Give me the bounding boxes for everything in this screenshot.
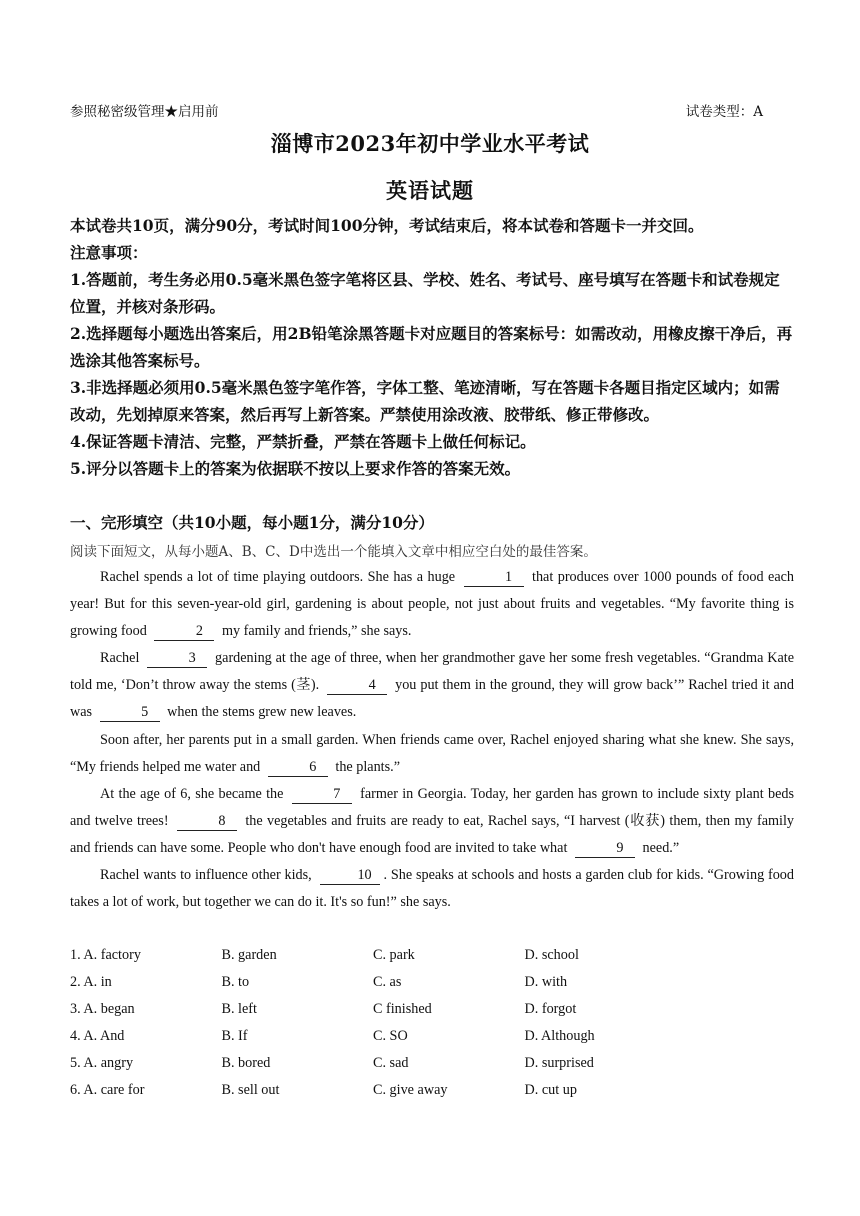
notice-line: 5.评分以答题卡上的答案为依据联不按以上要求作答的答案无效。	[70, 459, 521, 478]
option-c: C. park	[373, 947, 415, 963]
section-heading: 一、完形填空（共10小题，每小题1分，满分10分）	[70, 513, 434, 532]
option-b: B. to	[221, 974, 250, 991]
option-d: D. school	[524, 947, 579, 963]
notice-line: 2.选择题每小题选出答案后，用2B铅笔涂黑答题卡对应题目的答案标号：如需改动，用橡皮擦干净后，再选涂其他答案标号。	[70, 324, 793, 370]
option-b: B. bored	[221, 1055, 271, 1072]
option-row	[70, 1050, 794, 1077]
blank-9: 9	[575, 840, 635, 858]
blank-2: 2	[154, 623, 214, 641]
option-a: 3. A. began	[70, 1001, 135, 1018]
option-row	[70, 1077, 794, 1104]
option-row	[70, 942, 794, 969]
option-c: C. give away	[373, 1082, 448, 1099]
option-b: B. left	[221, 1001, 257, 1018]
cloze-passage	[70, 564, 794, 916]
blank-7: 7	[292, 786, 352, 804]
option-c: C finished	[373, 1001, 432, 1018]
option-c: C. as	[373, 974, 402, 991]
option-d: D. forgot	[524, 1001, 577, 1018]
blank-3: 3	[147, 650, 207, 668]
option-row	[70, 1023, 794, 1050]
section-instruction: 阅读下面短文，从每小题A、B、C、D中选出一个能填入文章中相应空白处的最佳答案。	[70, 544, 597, 560]
notice-line: 4.保证答题卡清洁、完整，严禁折叠，严禁在答题卡上做任何标记。	[70, 432, 536, 451]
blank-5: 5	[100, 704, 160, 722]
option-c: C. sad	[373, 1055, 409, 1072]
notice-line: 注意事项：	[70, 243, 148, 262]
option-d: D. Although	[524, 1028, 595, 1045]
blank-10: 10	[320, 867, 380, 885]
exam-subtitle: 英语试题	[386, 178, 474, 203]
passage-paragraph: Soon after, her parents put in a small garden. When friends came over, Rachel enjoyed sharing what she knew. She says, “My friends helped me water and 6 the plants.”	[70, 731, 794, 775]
option-a: 6. A. care for	[70, 1082, 145, 1099]
notice-block	[70, 212, 794, 482]
option-c: C. SO	[373, 1028, 408, 1045]
exam-title: 淄博市2023年初中学业水平考试	[270, 131, 590, 156]
option-row	[70, 969, 794, 996]
option-a: 4. A. And	[70, 1028, 125, 1045]
notice-line: 3.非选择题必须用0.5毫米黑色签字笔作答，字体工整、笔迹清晰，写在答题卡各题目指定区域内；如需改动，先划掉原来答案，然后再写上新答案。严禁使用涂改液、胶带纸、修正带修改。	[70, 378, 780, 424]
option-d: D. cut up	[524, 1082, 577, 1099]
paper-type-label: 试卷类型：A	[685, 104, 763, 120]
answer-options	[70, 942, 794, 1105]
passage-paragraph: At the age of 6, she became the 7 farmer in Georgia. Today, her garden has grown to include sixty plant beds and twelve trees! 8 the vegetables and fruits are ready to eat, Rachel says, “I harvest (收获) them, then my family and friends can have some. People who don't have enough food are invited to take what 9 need.”	[70, 785, 795, 856]
blank-6: 6	[268, 759, 328, 777]
notice-line: 1.答题前，考生务必用0.5毫米黑色签字笔将区县、学校、姓名、考试号、座号填写在答题卡和试卷规定位置，并核对条形码。	[70, 270, 780, 316]
passage-paragraph: Rachel spends a lot of time playing outdoors. She has a huge 1 that produces over 1000 pounds of food each year! But for this seven-year-old girl, gardening is about people, not just about fruits and vegetables. “My favorite thing is growing food 2 my family and friends,” she says.	[70, 569, 795, 640]
blank-8: 8	[177, 813, 237, 831]
option-b: B. sell out	[221, 1082, 280, 1099]
confidentiality-label: 参照秘密级管理★启用前	[70, 104, 219, 120]
passage-paragraph: Rachel wants to influence other kids, 10 . She speaks at schools and hosts a garden club for kids. “Growing food takes a lot of work, but together we can do it. It's so fun!” she says.	[70, 867, 794, 911]
option-row	[70, 996, 794, 1023]
option-d: D. with	[524, 974, 568, 991]
option-b: B. garden	[221, 947, 277, 963]
option-a: 5. A. angry	[70, 1055, 134, 1072]
blank-1: 1	[464, 569, 524, 587]
option-d: D. surprised	[524, 1055, 594, 1072]
option-b: B. If	[221, 1028, 248, 1045]
option-a: 2. A. in	[70, 974, 112, 991]
passage-paragraph: Rachel 3 gardening at the age of three, when her grandmother gave her some fresh vegetables. “Grandma Kate told me, ‘Don’t throw away the stems (茎). 4 you put them in the ground, they will grow back’” Rachel tried it and was 5 when the stems grew new leaves.	[70, 650, 794, 721]
option-a: 1. A. factory	[70, 947, 141, 963]
notice-line: 本试卷共10页，满分90分，考试时间100分钟，考试结束后，将本试卷和答题卡一并交回。	[70, 216, 704, 235]
blank-4: 4	[327, 677, 387, 695]
